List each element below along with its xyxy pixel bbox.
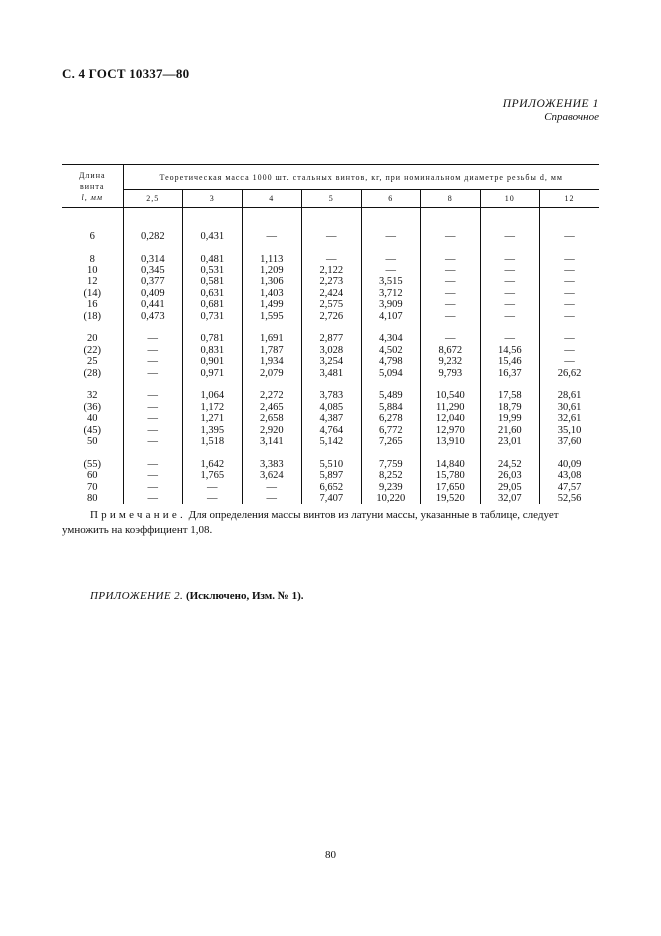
mass-cell: 4,798	[361, 356, 421, 367]
mass-cell: 5,489	[361, 390, 421, 401]
spacer-cell	[62, 447, 123, 458]
length-cell: 20	[62, 333, 123, 344]
mass-cell: 5,142	[302, 436, 362, 447]
length-cell: 8	[62, 254, 123, 265]
mass-cell: 9,793	[421, 368, 481, 379]
mass-cell: 0,314	[123, 254, 183, 265]
mass-cell: 3,783	[302, 390, 362, 401]
mass-cell: 0,481	[183, 254, 243, 265]
length-cell: 10	[62, 265, 123, 276]
length-cell: 50	[62, 436, 123, 447]
mass-cell: 0,781	[183, 333, 243, 344]
mass-cell: —	[123, 390, 183, 401]
mass-cell: 0,531	[183, 265, 243, 276]
mass-cell: 10,220	[361, 493, 421, 504]
table-row	[62, 276, 599, 287]
table-row	[62, 493, 599, 504]
mass-cell: 2,079	[242, 368, 302, 379]
mass-cell: 0,901	[183, 356, 243, 367]
mass-cell: 0,831	[183, 345, 243, 356]
mass-cell: 1,113	[242, 254, 302, 265]
mass-cell: 4,107	[361, 311, 421, 322]
mass-cell: 1,691	[242, 333, 302, 344]
mass-cell: —	[123, 345, 183, 356]
group-gap-row	[62, 219, 599, 230]
page-header: С. 4 ГОСТ 10337—80	[62, 66, 190, 81]
mass-cell: —	[421, 288, 481, 299]
mass-cell: —	[421, 311, 481, 322]
page-number: 80	[325, 849, 336, 861]
spacer-cell	[361, 447, 421, 458]
mass-cell: —	[480, 265, 540, 276]
spacer-cell	[62, 322, 123, 333]
diameter-header: 6	[361, 190, 421, 208]
length-cell: (55)	[62, 459, 123, 470]
spacer-cell	[480, 242, 540, 253]
spacer-cell	[540, 219, 600, 230]
spacer-cell	[421, 219, 481, 230]
mass-cell: 32,07	[480, 493, 540, 504]
mass-cell: —	[480, 311, 540, 322]
spacer-cell	[540, 242, 600, 253]
mass-cell: 15,46	[480, 356, 540, 367]
mass-cell: 13,910	[421, 436, 481, 447]
mass-cell: 2,272	[242, 390, 302, 401]
mass-cell: 17,650	[421, 482, 481, 493]
mass-cell: —	[242, 231, 302, 242]
mass-cell: 1,172	[183, 402, 243, 413]
mass-cell: —	[480, 276, 540, 287]
mass-cell: 4,304	[361, 333, 421, 344]
mass-cell: —	[361, 254, 421, 265]
mass-cell: 16,37	[480, 368, 540, 379]
spacer-cell	[361, 208, 421, 220]
spacer-cell	[421, 447, 481, 458]
mass-cell: —	[480, 254, 540, 265]
mass-cell: 2,122	[302, 265, 362, 276]
table-row	[62, 459, 599, 470]
mass-cell: —	[421, 333, 481, 344]
spacer-cell	[242, 219, 302, 230]
length-header-line-3: l, мм	[81, 192, 103, 202]
mass-cell: 2,273	[302, 276, 362, 287]
mass-cell: —	[564, 333, 575, 345]
spacer-cell	[183, 208, 243, 220]
spacer-cell	[183, 242, 243, 253]
mass-cell: 3,254	[302, 356, 362, 367]
mass-cell: —	[564, 356, 575, 368]
mass-cell: —	[564, 276, 575, 288]
length-cell: (22)	[62, 345, 123, 356]
mass-cell: 3,481	[302, 368, 362, 379]
mass-cell: —	[123, 356, 183, 367]
table-note	[62, 508, 600, 538]
mass-cell: 52,56	[557, 493, 582, 505]
mass-cell: —	[421, 299, 481, 310]
mass-cell: 6,652	[302, 482, 362, 493]
mass-cell: 10,540	[421, 390, 481, 401]
spacer-cell	[242, 322, 302, 333]
mass-cell: —	[564, 287, 575, 299]
spacer-cell	[302, 208, 362, 220]
mass-cell: —	[361, 265, 421, 276]
mass-cell: 19,99	[480, 413, 540, 424]
spacer-cell	[302, 447, 362, 458]
mass-cell: —	[242, 482, 302, 493]
mass-cell: 26,62	[557, 367, 582, 379]
length-cell: 16	[62, 299, 123, 310]
length-header-line-2: винта	[80, 181, 105, 191]
table-row	[62, 231, 599, 242]
table-row	[62, 470, 599, 481]
mass-cell: 3,624	[242, 470, 302, 481]
mass-cell: 3,515	[361, 276, 421, 287]
mass-span-header: Теоретическая масса 1000 шт. стальных винтов, кг, при номинальном диаметре резьбы d, мм	[123, 165, 599, 190]
note-label: Примечание.	[90, 509, 186, 521]
mass-cell: 0,581	[183, 276, 243, 287]
spacer-cell	[123, 219, 183, 230]
mass-cell: —	[361, 231, 421, 242]
spacer-cell	[540, 208, 600, 220]
length-cell: 6	[62, 231, 123, 242]
length-cell: 40	[62, 413, 123, 424]
mass-cell: 15,780	[421, 470, 481, 481]
mass-cell: —	[123, 402, 183, 413]
mass-cell: 5,094	[361, 368, 421, 379]
mass-cell: 3,028	[302, 345, 362, 356]
mass-cell: 35,10	[557, 424, 582, 436]
table-row	[62, 436, 599, 447]
mass-cell: 1,306	[242, 276, 302, 287]
mass-cell: 18,79	[480, 402, 540, 413]
mass-cell: —	[123, 493, 183, 504]
mass-cell: 23,01	[480, 436, 540, 447]
mass-cell: 1,209	[242, 265, 302, 276]
mass-cell: 1,395	[183, 425, 243, 436]
mass-cell: —	[480, 231, 540, 242]
mass-cell: 1,934	[242, 356, 302, 367]
mass-cell: —	[123, 333, 183, 344]
mass-cell: —	[123, 482, 183, 493]
spacer-cell	[361, 379, 421, 390]
annex-2-text: (Исключено, Изм. № 1).	[183, 590, 304, 602]
length-header-line-1: Длина	[78, 170, 106, 180]
mass-cell: 2,424	[302, 288, 362, 299]
mass-cell: 2,726	[302, 311, 362, 322]
spacer-cell	[242, 447, 302, 458]
spacer-cell	[361, 322, 421, 333]
mass-cell: 12,970	[421, 425, 481, 436]
length-cell: (36)	[62, 402, 123, 413]
mass-cell: —	[123, 459, 183, 470]
spacer-cell	[242, 242, 302, 253]
spacer-cell	[421, 379, 481, 390]
mass-cell: —	[421, 231, 481, 242]
annex-1-heading	[503, 98, 599, 123]
length-cell: 70	[62, 482, 123, 493]
mass-cell: 8,672	[421, 345, 481, 356]
mass-cell: —	[421, 265, 481, 276]
mass-cell: 17,58	[480, 390, 540, 401]
spacer-cell	[183, 322, 243, 333]
mass-cell: 0,345	[123, 265, 183, 276]
mass-cell: 0,431	[183, 231, 243, 242]
spacer-cell	[421, 322, 481, 333]
spacer-cell	[421, 242, 481, 253]
mass-cell: 14,840	[421, 459, 481, 470]
mass-cell: 7,265	[361, 436, 421, 447]
mass-cell: 1,064	[183, 390, 243, 401]
group-gap-row	[62, 379, 599, 390]
spacer-cell	[62, 219, 123, 230]
mass-cell: 0,681	[183, 299, 243, 310]
mass-cell: 14,56	[480, 345, 540, 356]
length-cell: 80	[62, 493, 123, 504]
spacer-cell	[123, 322, 183, 333]
mass-cell: —	[480, 333, 540, 344]
table-row	[62, 482, 599, 493]
mass-cell: 2,658	[242, 413, 302, 424]
spacer-cell	[183, 379, 243, 390]
mass-cell: —	[302, 231, 362, 242]
mass-cell: —	[183, 493, 243, 504]
mass-cell: 3,909	[361, 299, 421, 310]
spacer-cell	[62, 242, 123, 253]
diameter-header-row	[62, 190, 599, 208]
mass-cell: 6,772	[361, 425, 421, 436]
mass-cell: 5,884	[361, 402, 421, 413]
table-row	[62, 368, 599, 379]
mass-cell: 3,141	[242, 436, 302, 447]
mass-cell: 1,403	[242, 288, 302, 299]
table-row	[62, 356, 599, 367]
mass-cell: —	[421, 276, 481, 287]
mass-cell: 43,08	[557, 470, 582, 482]
mass-cell: 4,502	[361, 345, 421, 356]
mass-cell: 0,282	[123, 231, 183, 242]
note-text-line-2: умножить на коэффициент 1,08.	[62, 524, 213, 536]
spacer-cell	[540, 322, 600, 333]
group-gap-row	[62, 242, 599, 253]
mass-cell: 24,52	[480, 459, 540, 470]
spacer-cell	[183, 219, 243, 230]
length-cell: (28)	[62, 368, 123, 379]
spacer-cell	[242, 208, 302, 220]
mass-cell: 4,764	[302, 425, 362, 436]
length-cell: (14)	[62, 288, 123, 299]
mass-cell: 0,409	[123, 288, 183, 299]
mass-cell: —	[564, 264, 575, 276]
table-row	[62, 390, 599, 401]
spacer-cell	[242, 379, 302, 390]
table-row	[62, 288, 599, 299]
group-gap-row	[62, 447, 599, 458]
mass-cell: 5,897	[302, 470, 362, 481]
mass-cell: 1,499	[242, 299, 302, 310]
table-row	[62, 311, 599, 322]
mass-cell: 1,595	[242, 311, 302, 322]
mass-cell: —	[123, 425, 183, 436]
spacer-cell	[480, 219, 540, 230]
mass-cell: —	[123, 368, 183, 379]
annex-2-line	[90, 590, 304, 602]
mass-cell: 2,465	[242, 402, 302, 413]
mass-cell: 2,877	[302, 333, 362, 344]
mass-cell: 9,232	[421, 356, 481, 367]
mass-cell: 1,787	[242, 345, 302, 356]
spacer-cell	[480, 379, 540, 390]
mass-cell: 3,712	[361, 288, 421, 299]
mass-cell: —	[123, 413, 183, 424]
diameter-header: 3	[183, 190, 243, 208]
mass-cell: —	[480, 288, 540, 299]
length-cell: 32	[62, 390, 123, 401]
mass-cell: 7,407	[302, 493, 362, 504]
length-cell: 12	[62, 276, 123, 287]
mass-cell: 5,510	[302, 459, 362, 470]
spacer-cell	[123, 208, 183, 220]
note-text: Для определения массы винтов из латуни массы, указанные в таблице, следует	[185, 509, 559, 521]
mass-cell: 1,271	[183, 413, 243, 424]
mass-cell: 47,57	[557, 481, 582, 493]
table-body	[62, 208, 599, 505]
spacer-cell	[480, 208, 540, 220]
table-row	[62, 425, 599, 436]
header-rule-row	[62, 208, 599, 220]
mass-cell: —	[480, 299, 540, 310]
mass-cell: 40,09	[557, 458, 582, 470]
mass-cell: 3,383	[242, 459, 302, 470]
mass-table	[62, 164, 599, 504]
spacer-cell	[361, 242, 421, 253]
spacer-cell	[480, 322, 540, 333]
mass-cell: 37,60	[557, 436, 582, 448]
mass-cell: 2,920	[242, 425, 302, 436]
mass-cell: —	[564, 230, 575, 242]
mass-cell: —	[302, 254, 362, 265]
mass-cell: 29,05	[480, 482, 540, 493]
mass-cell: —	[564, 299, 575, 311]
mass-cell: —	[242, 493, 302, 504]
spacer-cell	[183, 447, 243, 458]
mass-cell: 4,387	[302, 413, 362, 424]
spacer-cell	[480, 447, 540, 458]
spacer-cell	[540, 447, 600, 458]
mass-cell: 4,085	[302, 402, 362, 413]
table-row	[62, 299, 599, 310]
mass-cell: 28,61	[557, 390, 582, 402]
mass-cell: 2,575	[302, 299, 362, 310]
diameter-header: 4	[242, 190, 302, 208]
mass-cell: 19,520	[421, 493, 481, 504]
table-row	[62, 254, 599, 265]
mass-cell: 26,03	[480, 470, 540, 481]
mass-cell: 0,631	[183, 288, 243, 299]
mass-cell: 1,642	[183, 459, 243, 470]
diameter-header: 10	[480, 190, 540, 208]
table-row	[62, 402, 599, 413]
length-column-header	[62, 165, 123, 208]
mass-cell: 30,61	[557, 401, 582, 413]
length-cell: 60	[62, 470, 123, 481]
mass-cell: 11,290	[421, 402, 481, 413]
mass-cell: 6,278	[361, 413, 421, 424]
spacer-cell	[361, 219, 421, 230]
mass-cell: 7,759	[361, 459, 421, 470]
spacer-cell	[302, 322, 362, 333]
mass-cell: 21,60	[480, 425, 540, 436]
annex-1-subtitle: Справочное	[544, 111, 599, 123]
spacer-cell	[123, 242, 183, 253]
mass-cell: —	[564, 310, 575, 322]
mass-cell: —	[421, 254, 481, 265]
group-gap-row	[62, 322, 599, 333]
mass-cell: 1,765	[183, 470, 243, 481]
length-cell: (45)	[62, 425, 123, 436]
spacer-cell	[540, 379, 600, 390]
table-row	[62, 413, 599, 424]
spacer-cell	[302, 379, 362, 390]
diameter-header: 12	[540, 190, 600, 208]
mass-cell: 0,441	[123, 299, 183, 310]
mass-cell: 9,239	[361, 482, 421, 493]
table-row	[62, 265, 599, 276]
mass-cell: —	[564, 344, 575, 356]
spacer-cell	[62, 208, 123, 220]
table-row	[62, 345, 599, 356]
mass-cell: 12,040	[421, 413, 481, 424]
mass-cell: 8,252	[361, 470, 421, 481]
mass-cell: 0,731	[183, 311, 243, 322]
spacer-cell	[123, 379, 183, 390]
mass-cell: 1,518	[183, 436, 243, 447]
mass-cell: 32,61	[557, 413, 582, 425]
annex-1-title: ПРИЛОЖЕНИЕ 1	[502, 98, 599, 110]
spacer-cell	[123, 447, 183, 458]
spacer-cell	[421, 208, 481, 220]
mass-cell: —	[183, 482, 243, 493]
mass-cell: —	[123, 436, 183, 447]
mass-cell: —	[564, 253, 575, 265]
mass-cell: —	[123, 470, 183, 481]
diameter-header: 8	[421, 190, 481, 208]
spacer-cell	[302, 219, 362, 230]
diameter-header: 2,5	[123, 190, 183, 208]
diameter-header: 5	[302, 190, 362, 208]
table-row	[62, 333, 599, 344]
spacer-cell	[302, 242, 362, 253]
length-cell: (18)	[62, 311, 123, 322]
spacer-cell	[62, 379, 123, 390]
mass-cell: 0,971	[183, 368, 243, 379]
mass-cell: 0,473	[123, 311, 183, 322]
length-cell: 25	[62, 356, 123, 367]
annex-2-title: ПРИЛОЖЕНИЕ 2.	[90, 590, 184, 602]
mass-cell: 0,377	[123, 276, 183, 287]
